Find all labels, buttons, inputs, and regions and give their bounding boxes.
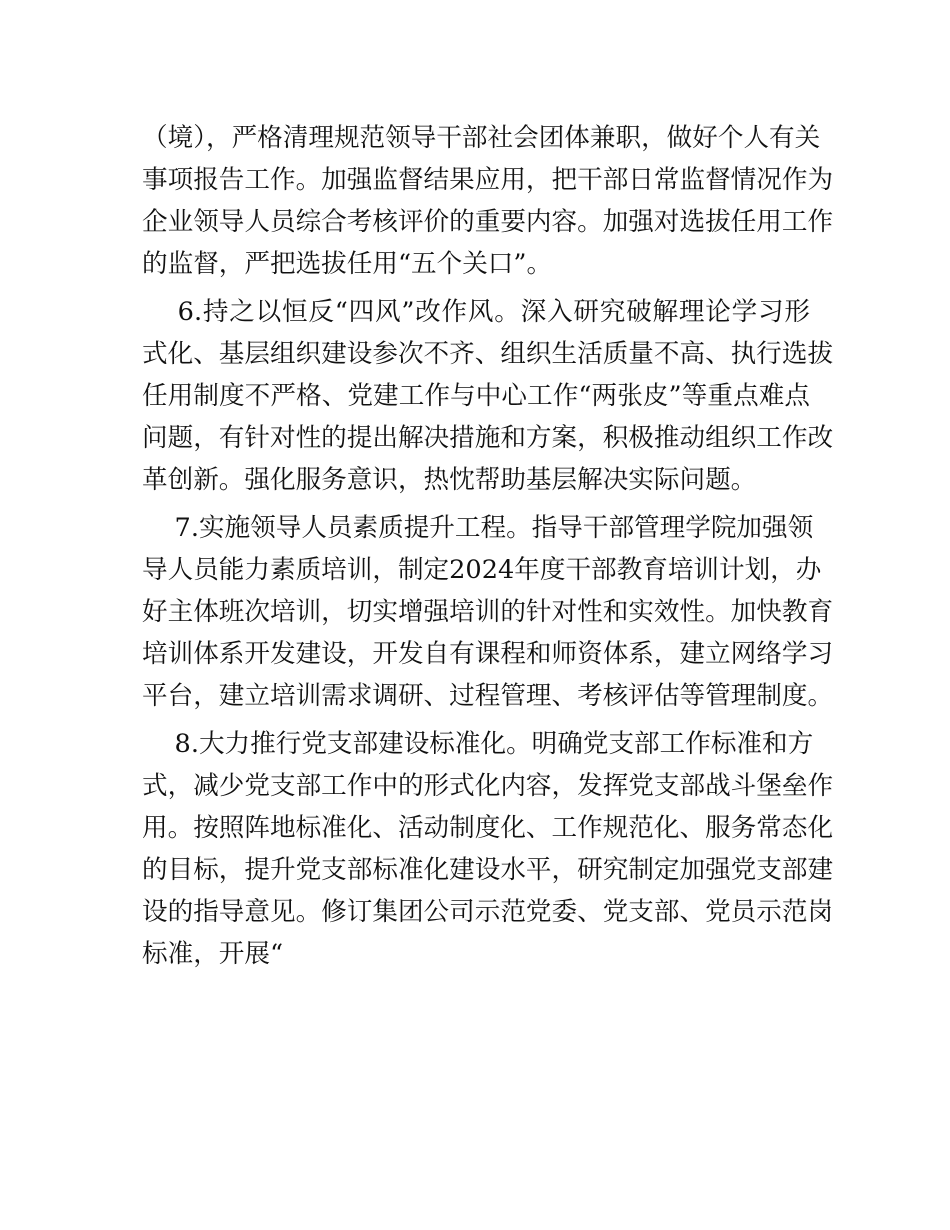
text-line: 培训体系开发建设，开发自有课程和师资体系，建立网络学习	[142, 639, 834, 669]
paragraph-4	[142, 723, 834, 975]
text-line: 任用制度不严格、党建工作与中心工作“两张皮”等重点难点	[142, 381, 810, 411]
text-line: 事项报告工作。加强监督结果应用，把干部日常监督情况作为	[142, 165, 834, 195]
text-line: 的目标，提升党支部标准化建设水平，研究制定加强党支部建	[142, 855, 834, 885]
text-line: 7.实施领导人员素质提升工程。指导干部管理学院加强领	[142, 513, 814, 543]
text-line: 标准，开展“	[142, 939, 284, 969]
text-line: 导人员能力素质培训，制定2024年度干部教育培训计划，办	[142, 555, 822, 585]
text-line: 用。按照阵地标准化、活动制度化、工作规范化、服务常态化	[142, 813, 834, 843]
paragraph-1	[142, 117, 834, 285]
text-line: 设的指导意见。修订集团公司示范党委、党支部、党员示范岗	[142, 897, 834, 927]
text-line: 企业领导人员综合考核评价的重要内容。加强对选拔任用工作	[142, 207, 834, 237]
text-line: 式化、基层组织建设参次不齐、组织生活质量不高、执行选拔	[142, 339, 834, 369]
paragraph-2	[142, 291, 834, 501]
document-body	[142, 117, 834, 975]
text-line: 好主体班次培训，切实增强培训的针对性和实效性。加快教育	[142, 597, 834, 627]
text-line: （境），严格清理规范领导干部社会团体兼职，做好个人有关	[142, 123, 821, 153]
text-line: 革创新。强化服务意识，热忱帮助基层解决实际问题。	[142, 465, 757, 495]
text-line: 8.大力推行党支部建设标准化。明确党支部工作标准和方	[142, 729, 814, 759]
paragraph-3	[142, 507, 834, 717]
text-line: 的监督，严把选拔任用“五个关口”。	[142, 249, 553, 279]
text-line: 6.持之以恒反“四风”改作风。深入研究破解理论学习形	[142, 297, 810, 327]
text-line: 平台，建立培训需求调研、过程管理、考核评估等管理制度。	[142, 681, 834, 711]
text-line: 问题，有针对性的提出解决措施和方案，积极推动组织工作改	[142, 423, 834, 453]
text-line: 式，减少党支部工作中的形式化内容，发挥党支部战斗堡垒作	[142, 771, 834, 801]
